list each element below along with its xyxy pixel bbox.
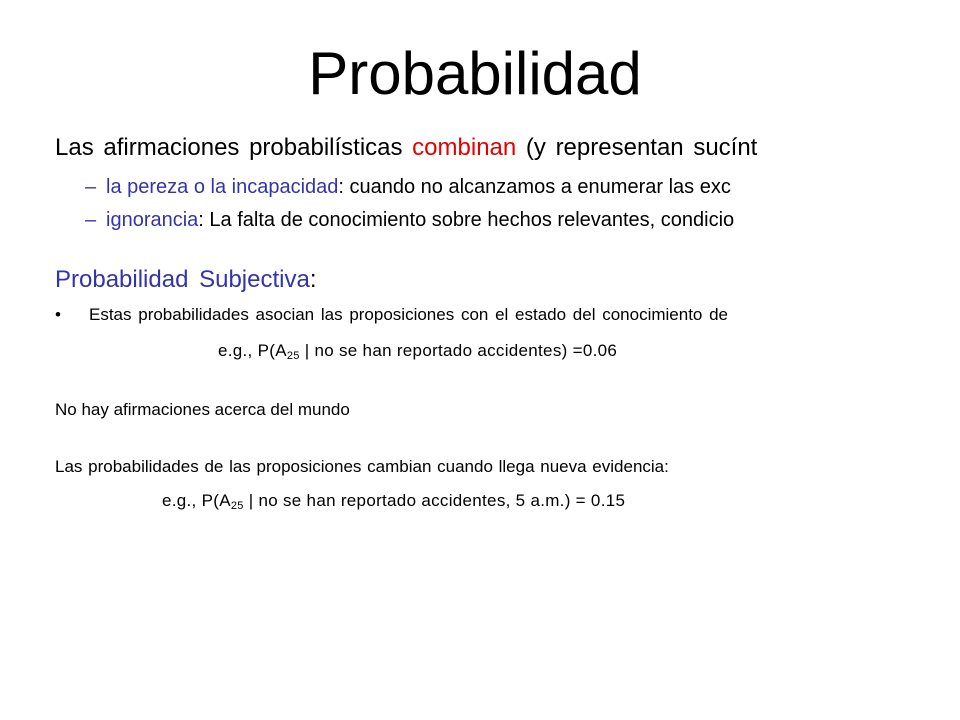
subjective-heading xyxy=(55,264,317,296)
evidence-change-text: Las probabilidades de las proposiciones cambian cuando llega nueva evidencia: xyxy=(55,457,669,476)
example-formula-1 xyxy=(218,340,617,362)
dash-bullet: – xyxy=(85,209,97,231)
formula-prefix: e.g., P(A xyxy=(162,491,231,510)
item-term: ignorancia xyxy=(106,209,199,231)
intro-line xyxy=(55,132,757,164)
list-item-ignorance xyxy=(85,206,735,234)
no-claims-text: No hay afirmaciones acerca del mundo xyxy=(55,400,350,419)
item-text: : La falta de conocimiento sobre hechos relevantes, condicio xyxy=(198,209,735,231)
formula-prefix: e.g., P(A xyxy=(218,341,287,360)
intro-text-after: (y representan sucínt xyxy=(516,134,758,161)
subjective-heading-text: Probabilidad Subjectiva xyxy=(55,266,310,293)
formula-subscript: 25 xyxy=(230,500,244,512)
formula-suffix: | no se han reportado accidentes, 5 a.m.) = 0.15 xyxy=(243,491,626,510)
subjective-heading-colon: : xyxy=(309,266,317,293)
list-item-laziness xyxy=(85,173,731,201)
intro-text-before: Las afirmaciones probabilísticas xyxy=(55,134,413,161)
subjective-bullet xyxy=(55,304,728,326)
example-formula-2 xyxy=(162,490,625,512)
formula-subscript: 25 xyxy=(286,350,300,362)
slide-title: Probabilidad xyxy=(308,40,642,107)
dash-bullet: – xyxy=(85,176,97,198)
bullet-dot: • xyxy=(55,305,61,324)
intro-highlight: combinan xyxy=(412,134,517,161)
item-text: : cuando no alcanzamos a enumerar las exc xyxy=(338,176,731,198)
formula-suffix: | no se han reportado accidentes) =0.06 xyxy=(299,341,618,360)
item-term: la pereza o la incapacidad xyxy=(106,176,339,198)
bullet-text: Estas probabilidades asocian las proposiciones con el estado del conocimiento de xyxy=(89,305,728,324)
